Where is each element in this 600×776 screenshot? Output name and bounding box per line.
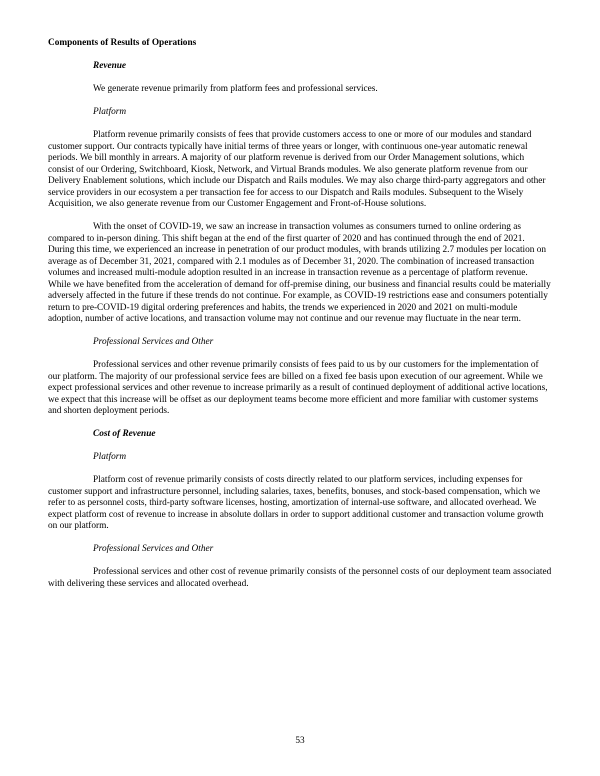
subheading-revenue: Revenue xyxy=(93,61,127,71)
paragraph-platform-cost: Platform cost of revenue primarily consists of costs directly related to our platform services, including expenses for customer support and infrastructure personnel, including salaries, taxes, benefits, bonuses, and stock-based compensation, which we refer to as personnel costs, third-party software licenses, hosting, amortization of internal-use software, and allocated overhead. We expect platform cost of revenue to increase in absolute dollars in order to support additional customer and transaction volume growth on our platform. xyxy=(48,475,544,531)
section-title: Components of Results of Operations xyxy=(48,38,197,48)
subheading-platform-cost: Platform xyxy=(93,452,127,462)
paragraph-revenue-intro: We generate revenue primarily from platform fees and professional services. xyxy=(93,84,378,94)
subheading-platform: Platform xyxy=(93,107,127,117)
document-body xyxy=(48,38,552,590)
paragraph-covid: With the onset of COVID-19, we saw an increase in transaction volumes as consumers turned to online ordering as compared to in-person dining. This shift began at the end of the first quarter of 2020 and has continued through the end of 2021. During this time, we experienced an increase in penetration of our product modules, with brands utilizing 2.7 modules per location on average as of December 31, 2021, compared with 2.1 modules as of December 31, 2020. The combination of increased transaction volumes and increased multi-module adoption resulted in an increase in transaction revenue as a percentage of platform revenue. While we have benefited from the acceleration of demand for off-premise dining, our business and financial results could be materially adversely affected in the future if these trends do not continue. For example, as COVID-19 restrictions ease and consumers potentially return to pre-COVID-19 digital ordering preferences and habits, the trends we experienced in 2020 and 2021 on multi-module adoption, number of active locations, and transaction volume may not continue and our revenue may fluctuate in the near term. xyxy=(48,222,551,324)
subheading-professional-services: Professional Services and Other xyxy=(93,337,214,347)
paragraph-professional-services-revenue: Professional services and other revenue primarily consists of fees paid to us by our customers for the implementation of our platform. The majority of our professional service fees are billed on a fixed fee basis upon execution of our agreement. While we expect professional services and other revenue to increase primarily as a result of continued deployment of additional active locations, we expect that this increase will be offset as our deployment teams become more efficient and more familiar with customer systems and shorten deployment periods. xyxy=(48,360,548,416)
page-number: 53 xyxy=(295,736,305,746)
paragraph-professional-services-cost: Professional services and other cost of revenue primarily consists of the personnel costs of our deployment team associated with delivering these services and allocated overhead. xyxy=(48,567,552,589)
paragraph-platform-revenue: Platform revenue primarily consists of fees that provide customers access to one or more of our modules and standard customer support. Our contracts typically have initial terms of three years or longer, with continuous one-year automatic renewal periods. We bill monthly in arrears. A majority of our platform revenue is derived from our Order Management solutions, which consist of our Ordering, Switchboard, Kiosk, Network, and Virtual Brands modules. We also generate platform revenue from our Delivery Enablement solutions, which include our Dispatch and Rails modules. We may also charge third-party aggregators and other service providers in our ecosystem a per transaction fee for access to our Dispatch and Rails modules. Subsequent to the Wisely Acquisition, we also generate revenue from our Customer Engagement and Front-of-House solutions. xyxy=(48,130,546,209)
subheading-professional-services-cost: Professional Services and Other xyxy=(93,544,214,554)
subheading-cost-of-revenue: Cost of Revenue xyxy=(93,429,156,439)
